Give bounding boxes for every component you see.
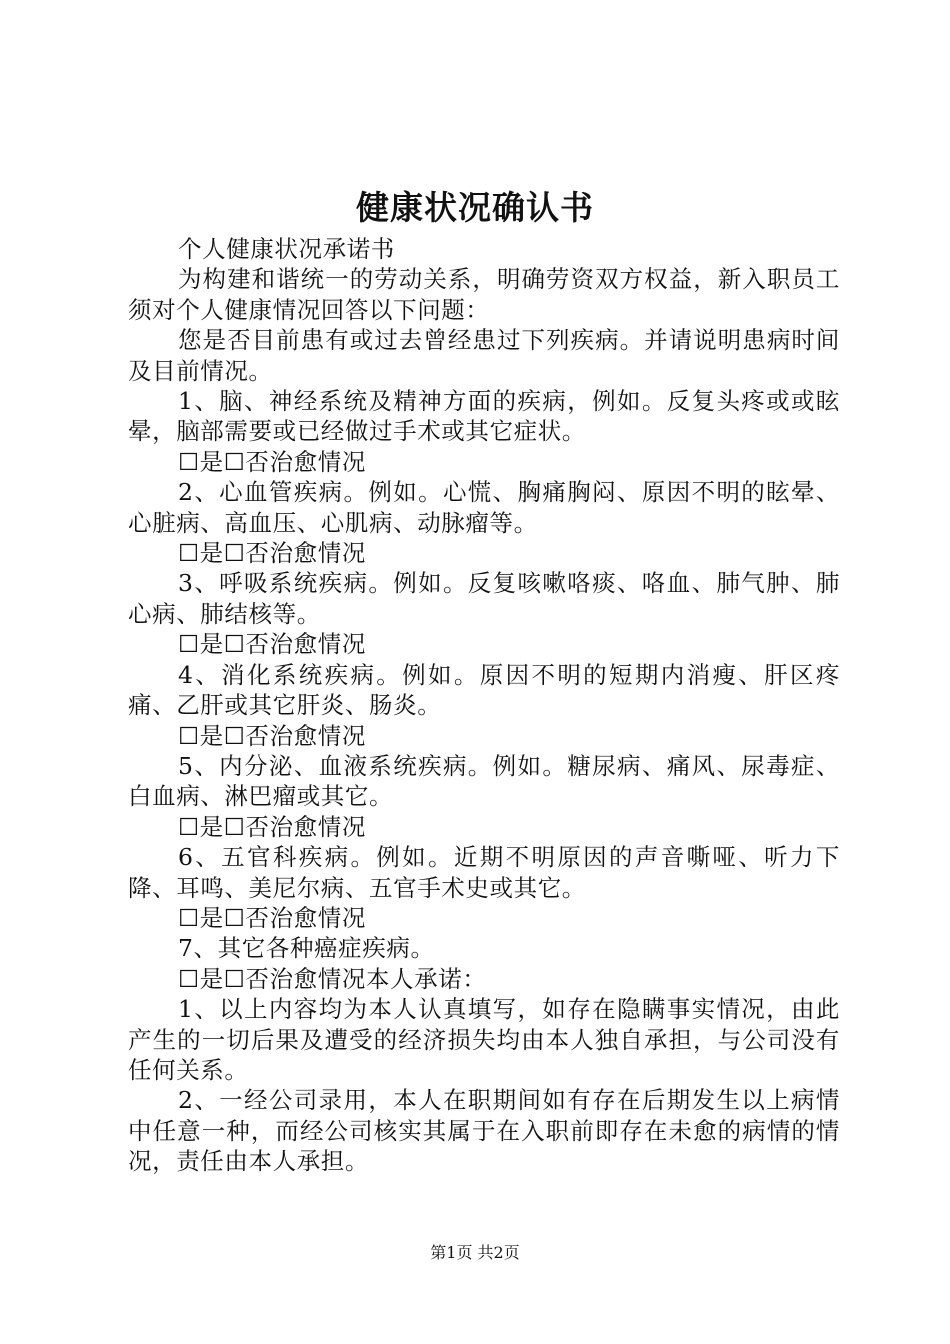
document-title: 健康状况确认书	[356, 188, 594, 227]
paragraph-item-6: 6、五官科疾病。例如。近期不明原因的声音嘶哑、听力下降、耳鸣、美尼尔病、五官手术史或其它。	[128, 843, 840, 902]
answer-line-7: ☐是☐否治愈情况本人承诺：	[178, 964, 487, 993]
promise-item-1: 1、以上内容均为本人认真填写，如存在隐瞒事实情况，由此产生的一切后果及遭受的经济损失均由本人独自承担，与公司没有任何关系。	[128, 995, 840, 1084]
page-footer: 第1页 共2页	[430, 1243, 520, 1262]
paragraph-intro: 为构建和谐统一的劳动关系，明确劳资双方权益，新入职员工须对个人健康情况回答以下问题：	[128, 265, 840, 324]
promise-item-2: 2、一经公司录用，本人在职期间如有存在后期发生以上病情中任意一种，而经公司核实其属于在入职前即存在未愈的病情的情况，责任由本人承担。	[128, 1086, 840, 1176]
paragraph-item-3: 3、呼吸系统疾病。例如。反复咳嗽咯痰、咯血、肺气肿、肺心病、肺结核等。	[128, 569, 840, 628]
answer-line-6: ☐是☐否治愈情况	[178, 903, 366, 932]
paragraph-question: 您是否目前患有或过去曾经患过下列疾病。并请说明患病时间及目前情况。	[128, 326, 840, 385]
answer-line-2: ☐是☐否治愈情况	[178, 539, 366, 568]
answer-line-3: ☐是☐否治愈情况	[178, 630, 366, 659]
paragraph-item-4: 4、消化系统疾病。例如。原因不明的短期内消瘦、肝区疼痛、乙肝或其它肝炎、肠炎。	[128, 660, 840, 720]
paragraph-heading: 个人健康状况承诺书	[178, 235, 395, 263]
document-body	[128, 234, 840, 1177]
answer-line-5: ☐是☐否治愈情况	[178, 812, 366, 841]
answer-line-1: ☐是☐否治愈情况	[178, 447, 366, 476]
paragraph-item-2: 2、心血管疾病。例如。心慌、胸痛胸闷、原因不明的眩晕、心脏病、高血压、心肌病、动脉瘤等。	[128, 478, 840, 537]
paragraph-item-1: 1、脑、神经系统及精神方面的疾病，例如。反复头疼或或眩晕，脑部需要或已经做过手术或其它症状。	[128, 387, 840, 446]
answer-line-4: ☐是☐否治愈情况	[178, 721, 366, 750]
paragraph-item-7: 7、其它各种癌症疾病。	[178, 934, 435, 963]
paragraph-item-5: 5、内分泌、血液系统疾病。例如。糖尿病、痛风、尿毒症、白血病、淋巴瘤或其它。	[128, 751, 840, 811]
